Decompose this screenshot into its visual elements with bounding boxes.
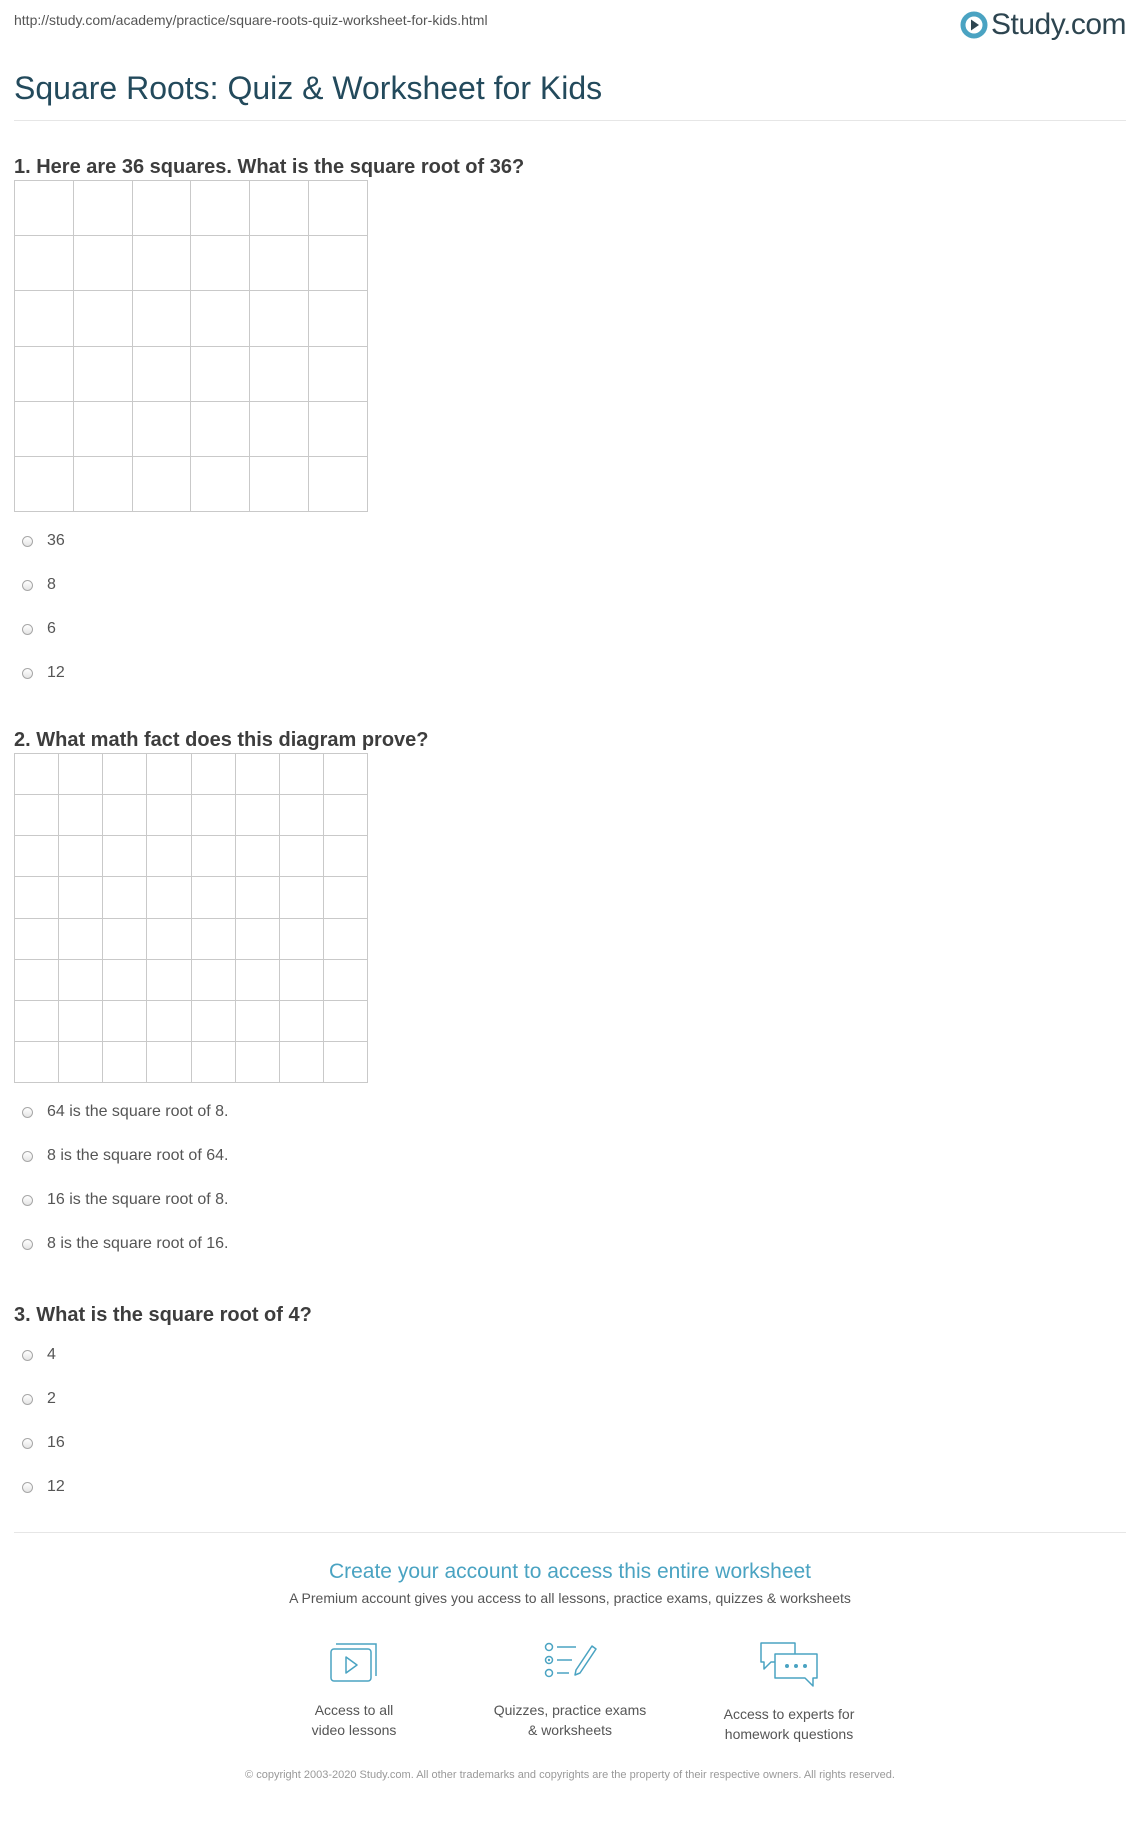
feature-label-line: Access to experts for xyxy=(723,1706,855,1722)
page-title: Square Roots: Quiz & Worksheet for Kids xyxy=(14,70,603,106)
question-1-option[interactable] xyxy=(22,576,56,594)
play-circle-icon xyxy=(960,11,988,39)
option-label: 8 xyxy=(47,576,56,593)
feature-experts xyxy=(679,1640,899,1744)
radio-button[interactable] xyxy=(22,1438,33,1449)
feature-label-line: Quizzes, practice exams xyxy=(493,1702,647,1718)
option-label: 64 is the square root of 8. xyxy=(47,1103,229,1120)
radio-button[interactable] xyxy=(22,624,33,635)
copyright-text: © copyright 2003-2020 Study.com. All other trademarks and copyrights are the property of their respective owners. All rights reserved. xyxy=(245,1769,895,1781)
section-divider xyxy=(14,1532,1126,1533)
option-label: 8 is the square root of 64. xyxy=(47,1147,229,1164)
feature-quizzes xyxy=(460,1640,680,1740)
question-1-option[interactable] xyxy=(22,664,65,682)
question-2-option[interactable] xyxy=(22,1103,228,1121)
question-2-option[interactable] xyxy=(22,1191,228,1209)
option-label: 6 xyxy=(47,620,56,637)
option-label: 2 xyxy=(47,1390,56,1407)
radio-button[interactable] xyxy=(22,1482,33,1493)
question-2-option[interactable] xyxy=(22,1235,228,1253)
page-url: http://study.com/academy/practice/square-roots-quiz-worksheet-for-kids.html xyxy=(14,12,488,28)
radio-button[interactable] xyxy=(22,1195,33,1206)
radio-button[interactable] xyxy=(22,536,33,547)
logo-text: Study.com xyxy=(991,8,1126,41)
option-label: 4 xyxy=(47,1346,56,1363)
question-1-grid xyxy=(14,180,368,512)
radio-button[interactable] xyxy=(22,1350,33,1361)
cta-title[interactable]: Create your account to access this entire worksheet xyxy=(328,1560,812,1583)
option-label: 36 xyxy=(47,532,65,549)
question-3-option[interactable] xyxy=(22,1390,56,1408)
question-3-option[interactable] xyxy=(22,1478,65,1496)
radio-button[interactable] xyxy=(22,1394,33,1405)
option-label: 12 xyxy=(47,664,65,681)
radio-button[interactable] xyxy=(22,1107,33,1118)
question-3-option[interactable] xyxy=(22,1434,65,1452)
question-2-option[interactable] xyxy=(22,1147,228,1165)
cta-subtitle: A Premium account gives you access to all lessons, practice exams, quizzes & worksheets xyxy=(289,1590,851,1606)
option-label: 16 is the square root of 8. xyxy=(47,1191,229,1208)
question-2-grid xyxy=(14,753,368,1083)
radio-button[interactable] xyxy=(22,580,33,591)
chat-bubbles-icon xyxy=(757,1640,821,1690)
question-1-option[interactable] xyxy=(22,532,65,550)
option-label: 16 xyxy=(47,1434,65,1451)
option-label: 8 is the square root of 16. xyxy=(47,1235,229,1252)
feature-label-line: Access to all xyxy=(314,1702,394,1718)
question-2-text: 2. What math fact does this diagram prove? xyxy=(14,729,429,751)
question-1-option[interactable] xyxy=(22,620,56,638)
quiz-checklist-icon xyxy=(542,1640,598,1686)
radio-button[interactable] xyxy=(22,1239,33,1250)
option-label: 12 xyxy=(47,1478,65,1495)
feature-label-line: video lessons xyxy=(311,1722,397,1738)
question-3-text: 3. What is the square root of 4? xyxy=(14,1304,312,1326)
question-3-option[interactable] xyxy=(22,1346,56,1364)
title-divider xyxy=(14,120,1126,121)
feature-video-lessons xyxy=(244,1640,464,1740)
radio-button[interactable] xyxy=(22,668,33,679)
question-1-text: 1. Here are 36 squares. What is the square root of 36? xyxy=(14,156,525,178)
feature-label-line: homework questions xyxy=(724,1726,854,1742)
video-lessons-icon xyxy=(328,1640,380,1686)
feature-label-line: & worksheets xyxy=(527,1722,613,1738)
study-logo[interactable] xyxy=(960,8,1126,42)
radio-button[interactable] xyxy=(22,1151,33,1162)
